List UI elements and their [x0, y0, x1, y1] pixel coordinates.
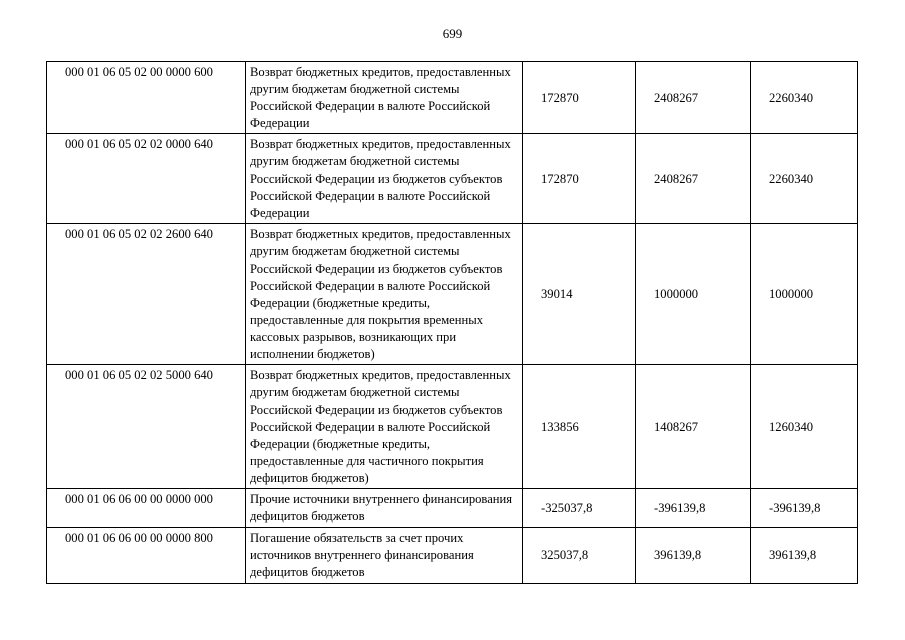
- description-cell: Возврат бюджетных кредитов, предоставленных другим бюджетам бюджетной системы Российской Федерации из бюджетов субъектов Российской Федерации в валюте Российской Федерации (бюджетные кредиты, предоставленные для частичного покрытия дефицитов бюджетов): [246, 365, 523, 489]
- amount-cell-2: -396139,8: [636, 489, 751, 528]
- amount-cell-3: 1260340: [751, 365, 858, 489]
- amount-cell-2: 1000000: [636, 224, 751, 365]
- budget-code-cell: 000 01 06 06 00 00 0000 800: [47, 528, 246, 584]
- amount-cell-2: 1408267: [636, 365, 751, 489]
- description-cell: Возврат бюджетных кредитов, предоставленных другим бюджетам бюджетной системы Российской Федерации в валюте Российской Федерации: [246, 62, 523, 134]
- table-row: [47, 134, 858, 224]
- description-cell: Возврат бюджетных кредитов, предоставленных другим бюджетам бюджетной системы Российской Федерации из бюджетов субъектов Российской Федерации в валюте Российской Федерации: [246, 134, 523, 224]
- budget-code-cell: 000 01 06 05 02 00 0000 600: [47, 62, 246, 134]
- description-cell: Погашение обязательств за счет прочих источников внутреннего финансирования дефицитов бюджетов: [246, 528, 523, 584]
- description-cell: Прочие источники внутреннего финансирования дефицитов бюджетов: [246, 489, 523, 528]
- amount-cell-3: 2260340: [751, 134, 858, 224]
- table-row: [47, 489, 858, 528]
- budget-code-cell: 000 01 06 06 00 00 0000 000: [47, 489, 246, 528]
- amount-cell-2: 2408267: [636, 62, 751, 134]
- budget-code-cell: 000 01 06 05 02 02 2600 640: [47, 224, 246, 365]
- amount-cell-2: 2408267: [636, 134, 751, 224]
- amount-cell-1: 172870: [523, 62, 636, 134]
- amount-cell-3: -396139,8: [751, 489, 858, 528]
- amount-cell-1: 172870: [523, 134, 636, 224]
- budget-code-cell: 000 01 06 05 02 02 5000 640: [47, 365, 246, 489]
- table-row: [47, 528, 858, 584]
- amount-cell-1: 325037,8: [523, 528, 636, 584]
- amount-cell-1: 39014: [523, 224, 636, 365]
- amount-cell-1: 133856: [523, 365, 636, 489]
- budget-code-cell: 000 01 06 05 02 02 0000 640: [47, 134, 246, 224]
- table-row: [47, 365, 858, 489]
- amount-cell-1: -325037,8: [523, 489, 636, 528]
- description-cell: Возврат бюджетных кредитов, предоставленных другим бюджетам бюджетной системы Российской Федерации из бюджетов субъектов Российской Федерации в валюте Российской Федерации (бюджетные кредиты, предоставленные для покрытия временных кассовых разрывов, возникающих при исполнении бюджетов): [246, 224, 523, 365]
- page-number: 699: [442, 26, 463, 41]
- amount-cell-3: 396139,8: [751, 528, 858, 584]
- table-row: [47, 224, 858, 365]
- amount-cell-3: 2260340: [751, 62, 858, 134]
- amount-cell-2: 396139,8: [636, 528, 751, 584]
- table-row: [47, 62, 858, 134]
- budget-sources-table: [46, 61, 858, 584]
- amount-cell-3: 1000000: [751, 224, 858, 365]
